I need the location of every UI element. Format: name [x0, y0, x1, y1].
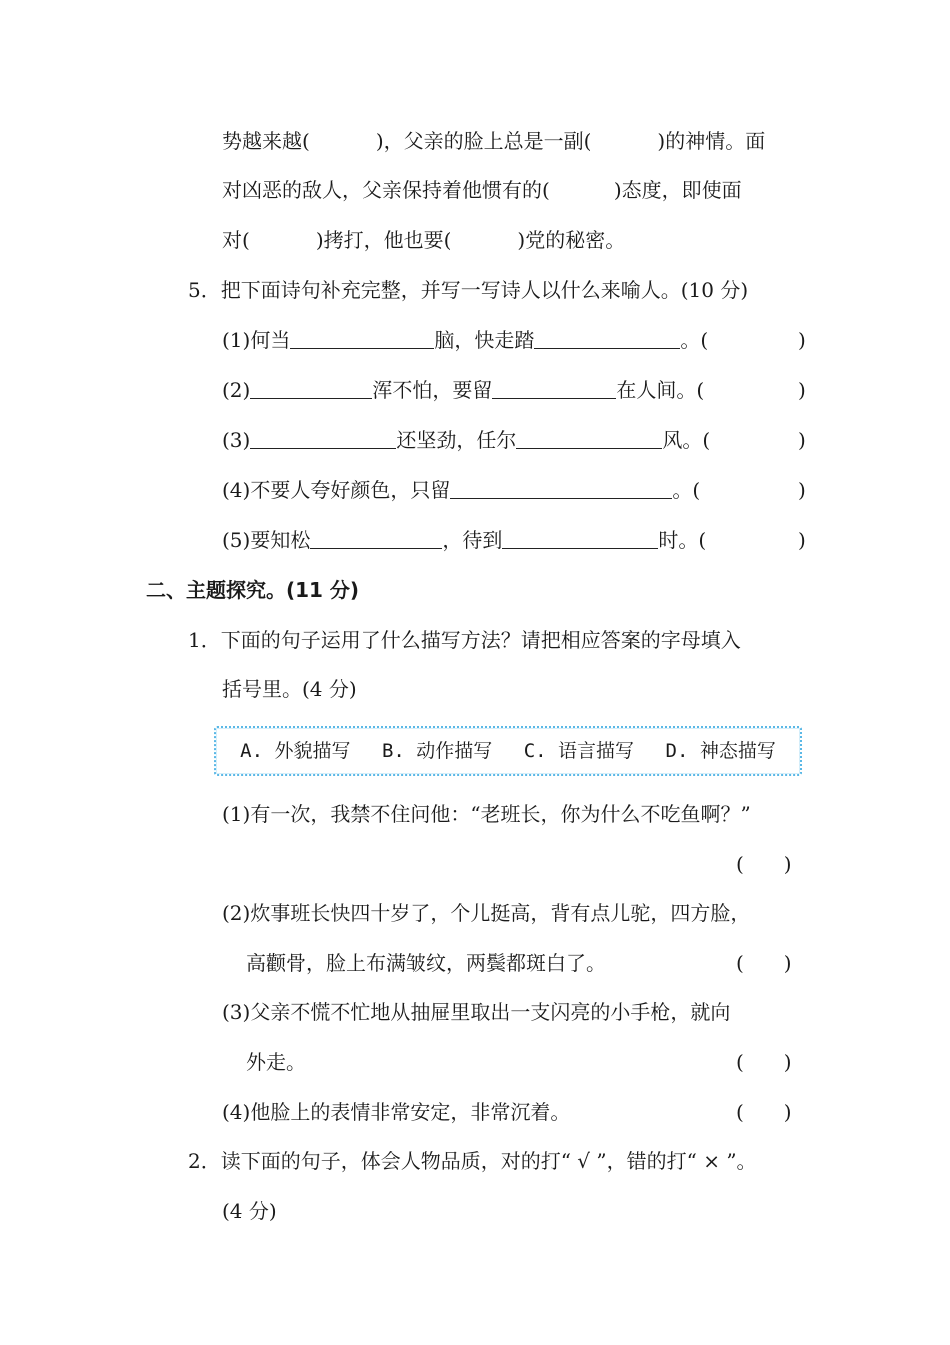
q1-heading-line-1: 1．下面的句子运用了什么描写方法？请把相应答案的字母填入: [188, 628, 741, 652]
q5-item-1: [222, 326, 708, 354]
intro-line-3-b: )拷打，他也要(: [315, 228, 452, 252]
q1-item-1-answer[interactable]: ( ): [736, 852, 792, 876]
intro-line-2: [222, 176, 742, 204]
q5-item-2-mid: 浑不怕，要留: [372, 378, 493, 402]
q5-item-1-end: 。(: [680, 328, 709, 352]
q5-item-1-close: ): [798, 328, 806, 352]
q5-item-2-close: ): [798, 378, 806, 402]
q5-item-1-blank-b[interactable]: [534, 328, 680, 349]
q5-item-3-end: 风。(: [662, 428, 711, 452]
option-a: A. 外貌描写: [240, 740, 351, 762]
q1-heading-line-2: 括号里。(4 分): [222, 677, 357, 701]
q5-item-5-blank-b[interactable]: [502, 528, 658, 549]
q5-item-3-prefix: (3): [222, 428, 251, 452]
intro-line-3-a: 对(: [222, 228, 250, 252]
options-row: [216, 737, 800, 765]
q5-item-4-prefix: (4)不要人夸好颜色，只留: [222, 478, 451, 502]
q5-item-2-blank-b[interactable]: [492, 378, 616, 399]
q5-item-5-prefix: (5)要知松: [222, 528, 311, 552]
q1-item-4-line-1: (4)他脸上的表情非常安定，非常沉着。: [222, 1100, 571, 1124]
q5-item-5-close: ): [798, 528, 806, 552]
intro-line-2-a: 对凶恶的敌人，父亲保持着他惯有的(: [222, 178, 550, 202]
q5-item-2-prefix: (2): [222, 378, 251, 402]
option-d: D. 神态描写: [665, 740, 776, 762]
q5-item-5: [222, 526, 706, 554]
intro-line-3: [222, 226, 625, 254]
q1-item-2-line-2: 高颧骨，脸上布满皱纹，两鬓都斑白了。: [246, 951, 606, 975]
q5-item-5-blank-a[interactable]: [310, 528, 442, 549]
q1-item-1-line-1: (1)有一次，我禁不住问他：“老班长，你为什么不吃鱼啊？”: [222, 802, 751, 826]
q5-item-5-mid: ，待到: [442, 528, 503, 552]
q5-item-3-blank-b[interactable]: [516, 428, 662, 449]
q2-heading-line-1: 2．读下面的句子，体会人物品质，对的打“ √ ”，错的打“ × ”。: [188, 1149, 757, 1173]
q5-item-4-blank[interactable]: [450, 478, 672, 499]
q5-item-3-close: ): [798, 428, 806, 452]
q1-item-2-answer[interactable]: ( ): [736, 951, 792, 975]
q5-item-3: [222, 426, 710, 454]
q1-item-3-line-2: 外走。: [246, 1050, 306, 1074]
intro-line-1-a: 势越来越(: [222, 129, 310, 153]
q1-item-4-answer[interactable]: ( ): [736, 1100, 792, 1124]
q1-item-2-line-1: (2)炊事班长快四十岁了，个儿挺高，背有点儿驼，四方脸，: [222, 901, 751, 925]
q5-item-1-prefix: (1)何当: [222, 328, 291, 352]
section-2-title: 二、主题探究。(11 分): [146, 578, 360, 602]
q5-item-1-blank-a[interactable]: [290, 328, 434, 349]
options-box: [214, 726, 802, 776]
q1-item-3-answer[interactable]: ( ): [736, 1050, 792, 1074]
q5-item-3-blank-a[interactable]: [250, 428, 396, 449]
q5-item-2-end: 在人间。(: [616, 378, 705, 402]
q5-item-2: [222, 376, 704, 404]
intro-line-1: [222, 127, 765, 155]
q5-item-4-close: ): [798, 478, 806, 502]
q5-item-4-end: 。(: [672, 478, 701, 502]
option-c: C. 语言描写: [523, 740, 635, 762]
q5-heading: 5．把下面诗句补充完整，并写一写诗人以什么来喻人。(10 分): [188, 278, 749, 302]
option-b: B. 动作描写: [381, 740, 493, 762]
q5-item-4: [222, 476, 700, 504]
q5-item-1-mid: 脑，快走踏: [434, 328, 535, 352]
q5-item-5-end: 时。(: [658, 528, 707, 552]
intro-line-1-c: )的神情。面: [657, 129, 766, 153]
intro-line-3-c: )党的秘密。: [517, 228, 626, 252]
q5-item-3-mid: 还坚劲，任尔: [396, 428, 517, 452]
intro-line-1-b: )，父亲的脸上总是一副(: [375, 129, 592, 153]
intro-line-2-b: )态度，即使面: [613, 178, 742, 202]
q5-item-2-blank-a[interactable]: [250, 378, 372, 399]
q1-item-3-line-1: (3)父亲不慌不忙地从抽屉里取出一支闪亮的小手枪，就向: [222, 1000, 731, 1024]
q2-heading-line-2: (4 分): [222, 1199, 277, 1223]
